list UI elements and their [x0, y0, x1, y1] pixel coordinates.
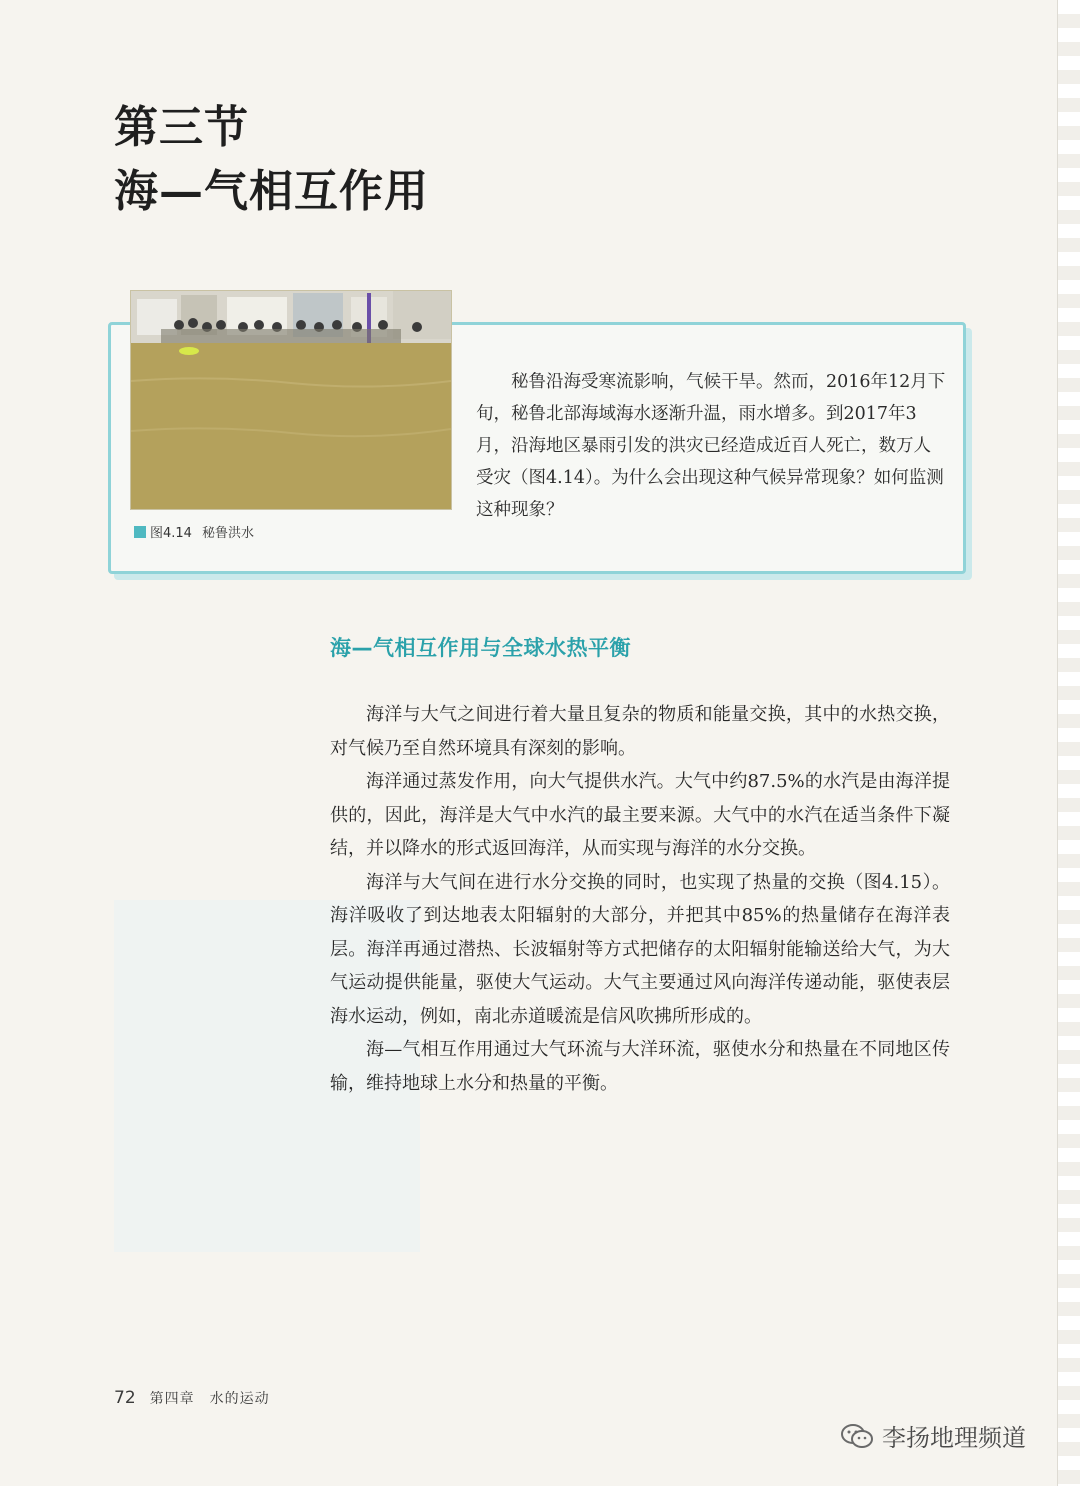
intro-paragraph: 秘鲁沿海受寒流影响，气候干旱。然而，2016年12月下旬，秘鲁北部海域海水逐渐升温，雨水增多。到2017年3月，沿海地区暴雨引发的洪灾已经造成近百人死亡，数万人受灾（图4.14）。为什么会出现这种气候异常现象？如何监测这种现象？ — [476, 372, 946, 520]
chapter-label: 第四章 水的运动 — [149, 1391, 270, 1407]
page-footer — [114, 1388, 270, 1408]
section-title — [114, 96, 429, 224]
body-text — [330, 698, 950, 1100]
section-heading: 海—气相互作用 — [114, 166, 429, 217]
subheading: 海—气相互作用与全球水热平衡 — [330, 636, 631, 660]
caption-marker-icon — [134, 526, 146, 538]
figure-caption — [134, 522, 254, 541]
page-edge — [1057, 0, 1080, 1486]
figure-title: 秘鲁洪水 — [201, 526, 254, 541]
figure-label: 图4.14 — [150, 526, 192, 541]
flooded-street-photo — [131, 291, 451, 509]
body-paragraph-4: 海—气相互作用通过大气环流与大洋环流，驱使水分和热量在不同地区传输，维持地球上水分和热量的平衡。 — [330, 1039, 950, 1094]
page-number: 72 — [114, 1388, 136, 1408]
watermark — [840, 1418, 1026, 1453]
body-paragraph-3: 海洋与大气间在进行水分交换的同时，也实现了热量的交换（图4.15）。海洋吸收了到达地表太阳辐射的大部分，并把其中85%的热量储存在海洋表层。海洋再通过潜热、长波辐射等方式把储存的太阳辐射能输送给大气，为大气运动提供能量，驱使大气运动。大气主要通过风向海洋传递动能，驱使表层海水运动，例如，南北赤道暖流是信风吹拂所形成的。 — [330, 871, 950, 1027]
wechat-icon — [840, 1422, 874, 1450]
intro-text — [476, 366, 946, 526]
section-number: 第三节 — [114, 102, 249, 153]
watermark-text: 李扬地理频道 — [882, 1424, 1026, 1452]
figure-photo — [130, 290, 452, 510]
body-paragraph-1: 海洋与大气之间进行着大量且复杂的物质和能量交换，其中的水热交换，对气候乃至自然环境具有深刻的影响。 — [330, 704, 950, 759]
body-paragraph-2: 海洋通过蒸发作用，向大气提供水汽。大气中约87.5%的水汽是由海洋提供的，因此，海洋是大气中水汽的最主要来源。大气中的水汽在适当条件下凝结，并以降水的形式返回海洋，从而实现与海洋的水分交换。 — [330, 771, 950, 859]
